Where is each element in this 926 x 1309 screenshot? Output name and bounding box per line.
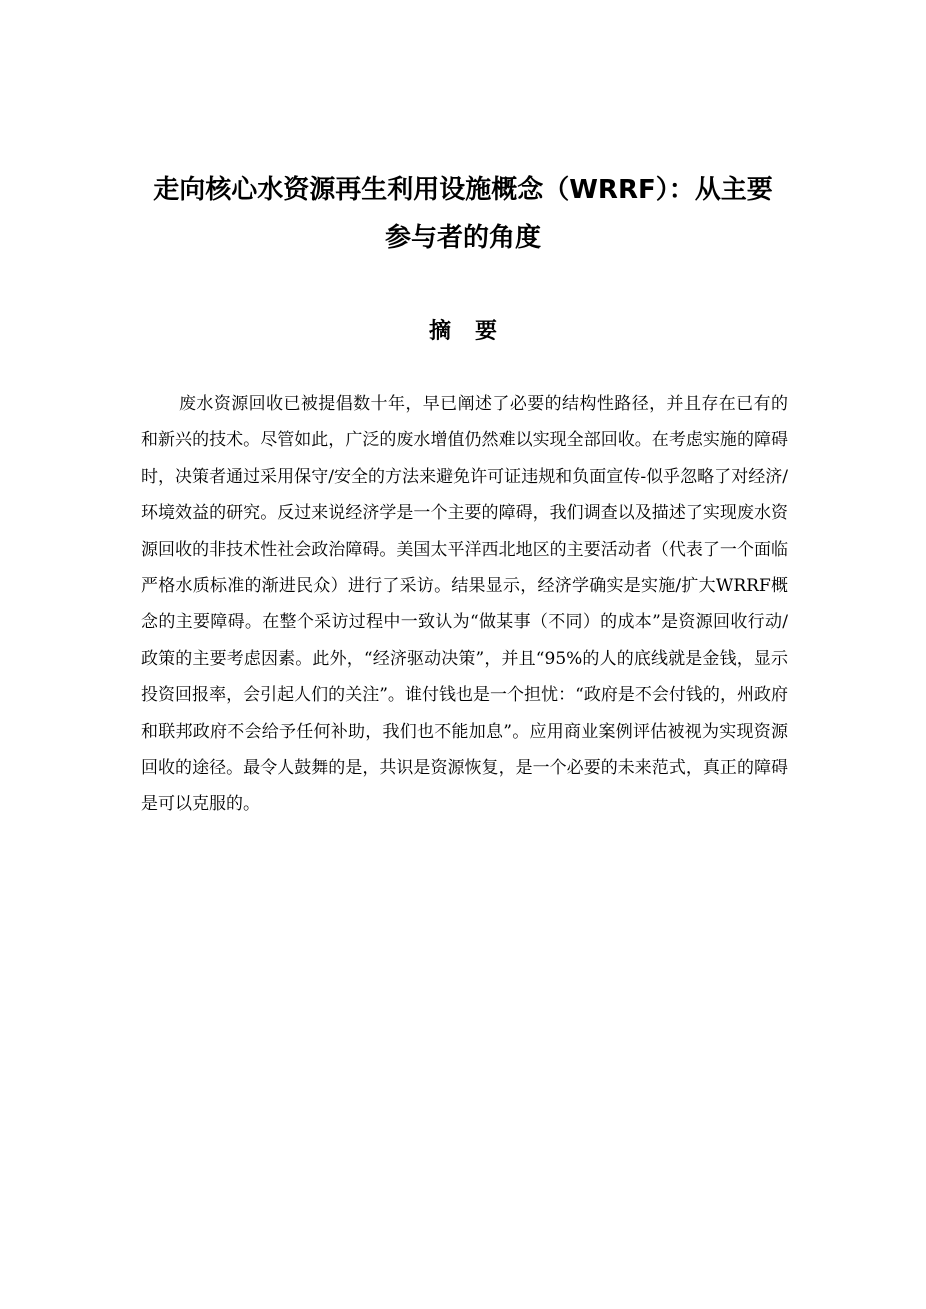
title-line-1: 走向核心水资源再生利用设施概念（WRRF）：从主要 [153, 175, 773, 205]
abstract-paragraph: 废水资源回收已被提倡数十年，早已阐述了必要的结构性路径，并且存在已有的和新兴的技术。尽管如此，广泛的废水增值仍然难以实现全部回收。在考虑实施的障碍时，决策者通过采用保守/安全的方法来避免许可证违规和负面宣传-似乎忽略了对经济/环境效益的研究。反过来说经济学是一个主要的障碍，我们调查以及描述了实现废水资源回收的非技术性社会政治障碍。美国太平洋西北地区的主要活动者（代表了一个面临严格水质标准的渐进民众）进行了采访。结果显示，经济学确实是实施/扩大WRRF概念的主要障碍。在整个采访过程中一致认为“做某事（不同）的成本”是资源回收行动/政策的主要考虑因素。此外，“经济驱动决策”，并且“95%的人的底线就是金钱，显示投资回报率，会引起人们的关注”。谁付钱也是一个担忧：“政府是不会付钱的，州政府和联邦政府不会给予任何补助，我们也不能加息”。应用商业案例评估被视为实现资源回收的途径。最令人鼓舞的是，共识是资源恢复，是一个必要的未来范式，真正的障碍是可以克服的。 [141, 394, 788, 815]
abstract-heading: 摘要 [428, 319, 521, 344]
document-title [130, 166, 796, 262]
title-line-2: 参与者的角度 [384, 223, 541, 253]
